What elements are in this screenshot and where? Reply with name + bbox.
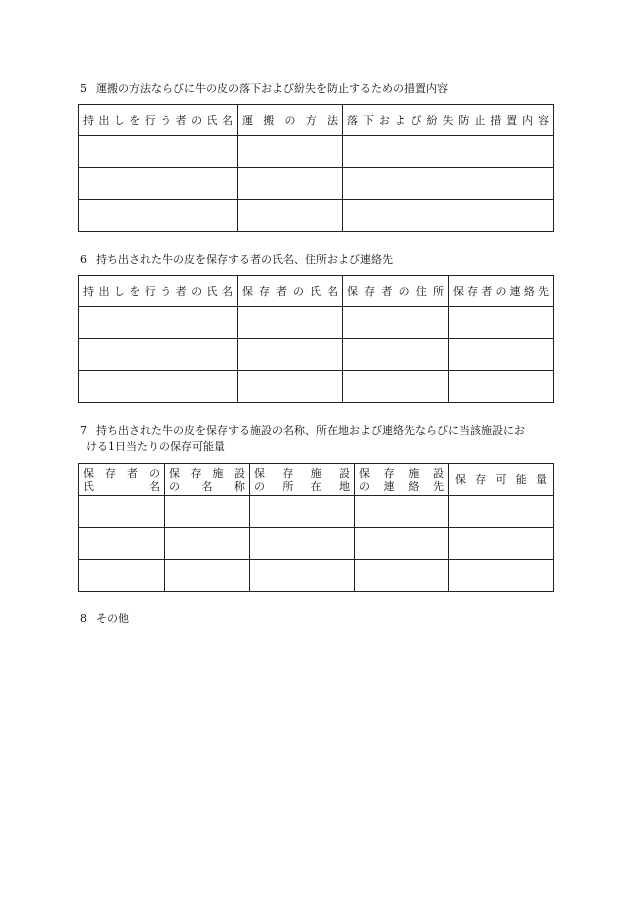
table-row (79, 200, 554, 232)
input-cell[interactable] (238, 371, 343, 403)
section-number: 7 (80, 424, 87, 437)
input-cell[interactable] (355, 528, 449, 560)
header-keeper-contact: 保存者の連絡先 (449, 276, 554, 307)
table-header-row (79, 276, 554, 307)
section-6-heading (80, 252, 393, 268)
input-cell[interactable] (343, 136, 554, 168)
table-row (79, 496, 554, 528)
header-line1: 保存施設 (169, 466, 245, 480)
section-title: 運搬の方法ならびに牛の皮の落下および紛失を防止するための措置内容 (96, 82, 448, 95)
input-cell[interactable] (79, 200, 238, 232)
input-cell[interactable] (79, 307, 238, 339)
section-number: 8 (80, 612, 87, 625)
input-cell[interactable] (165, 496, 250, 528)
header-line2: の名称 (169, 479, 245, 493)
section-7-table (78, 463, 554, 592)
header-line1: 保存施設 (359, 466, 444, 480)
section-6-table (78, 275, 554, 403)
table-header-row (79, 464, 554, 496)
input-cell[interactable] (449, 496, 554, 528)
header-keeper-name: 保存者の氏名 (238, 276, 343, 307)
section-title-line1: 持ち出された牛の皮を保存する施設の名称、所在地および連絡先ならびに当該施設にお (96, 424, 525, 437)
header-carrier-name: 持出しを行う者の氏名 (79, 105, 238, 136)
input-cell[interactable] (449, 528, 554, 560)
section-title-line2: ける1日当たりの保存可能量 (86, 440, 225, 453)
header-loss-prevention: 落下および紛失防止措置内容 (343, 105, 554, 136)
header-line1: 保存可能量 (455, 473, 547, 486)
table-row (79, 339, 554, 371)
input-cell[interactable] (79, 560, 165, 592)
input-cell[interactable] (449, 339, 554, 371)
input-cell[interactable] (79, 168, 238, 200)
input-cell[interactable] (343, 371, 449, 403)
input-cell[interactable] (343, 307, 449, 339)
header-storage-capacity (449, 464, 554, 496)
header-keeper-name (79, 464, 165, 496)
section-5-heading (80, 81, 448, 97)
input-cell[interactable] (238, 168, 343, 200)
section-number: 6 (80, 253, 87, 266)
input-cell[interactable] (238, 200, 343, 232)
header-facility-contact (355, 464, 449, 496)
input-cell[interactable] (250, 560, 355, 592)
input-cell[interactable] (355, 496, 449, 528)
section-title: 持ち出された牛の皮を保存する者の氏名、住所および連絡先 (96, 253, 393, 266)
section-5-table (78, 104, 554, 232)
input-cell[interactable] (343, 200, 554, 232)
input-cell[interactable] (355, 560, 449, 592)
input-cell[interactable] (449, 371, 554, 403)
input-cell[interactable] (238, 339, 343, 371)
section-7-heading (80, 423, 555, 455)
header-line2: の連絡先 (359, 479, 444, 493)
input-cell[interactable] (250, 528, 355, 560)
table-row (79, 168, 554, 200)
table-row (79, 307, 554, 339)
input-cell[interactable] (250, 496, 355, 528)
header-carrier-name: 持出しを行う者の氏名 (79, 276, 238, 307)
section-8-heading (80, 611, 129, 627)
table-row (79, 560, 554, 592)
table-row (79, 371, 554, 403)
section-title: その他 (96, 612, 129, 625)
header-line2: の所在地 (254, 479, 350, 493)
header-line1: 保存者の (83, 466, 160, 480)
header-transport-method: 運搬の方法 (238, 105, 343, 136)
input-cell[interactable] (79, 136, 238, 168)
section-number: 5 (80, 82, 87, 95)
table-header-row (79, 105, 554, 136)
input-cell[interactable] (79, 371, 238, 403)
header-line1: 保存施設 (254, 466, 350, 480)
header-facility-name (165, 464, 250, 496)
input-cell[interactable] (79, 496, 165, 528)
input-cell[interactable] (79, 339, 238, 371)
input-cell[interactable] (449, 307, 554, 339)
input-cell[interactable] (343, 339, 449, 371)
input-cell[interactable] (79, 528, 165, 560)
input-cell[interactable] (449, 560, 554, 592)
table-row (79, 528, 554, 560)
header-keeper-address: 保存者の住所 (343, 276, 449, 307)
table-row (79, 136, 554, 168)
input-cell[interactable] (165, 528, 250, 560)
input-cell[interactable] (238, 307, 343, 339)
header-line2: 氏名 (83, 479, 160, 493)
header-facility-location (250, 464, 355, 496)
input-cell[interactable] (343, 168, 554, 200)
input-cell[interactable] (238, 136, 343, 168)
input-cell[interactable] (165, 560, 250, 592)
